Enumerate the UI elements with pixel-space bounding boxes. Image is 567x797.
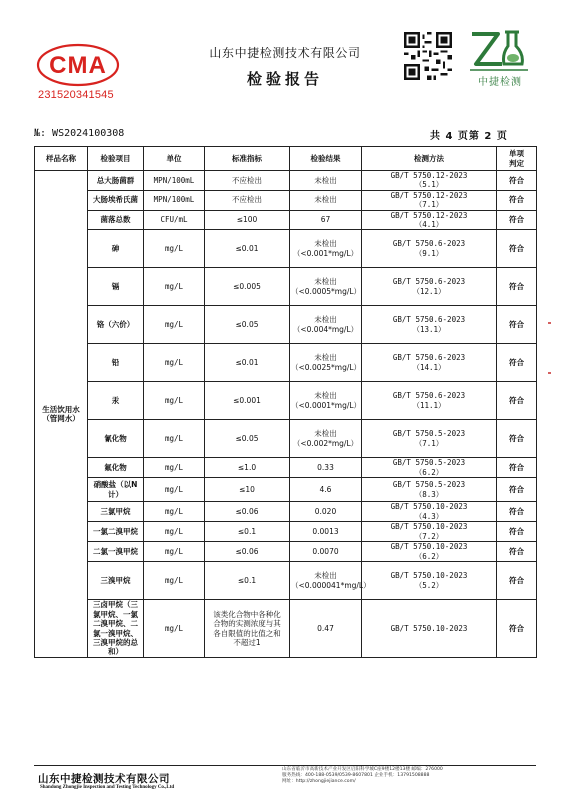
- method-cell: GB/T 5750.10-2023 （5.2）: [362, 562, 497, 600]
- test-item-cell: 菌落总数: [88, 210, 144, 230]
- unit-cell: mg/L: [144, 344, 205, 382]
- judgement-cell: 符合: [497, 230, 537, 268]
- footer-company-name: 山东中捷检测技术有限公司: [38, 773, 170, 785]
- standard-cell: ≤0.005: [205, 268, 290, 306]
- judgement-cell: 符合: [497, 502, 537, 522]
- header-method: 检测方法: [362, 147, 497, 171]
- unit-cell: MPN/100mL: [144, 190, 205, 210]
- standard-cell: ≤1.0: [205, 458, 290, 478]
- judgement-cell: 符合: [497, 268, 537, 306]
- header-sample-name: 样品名称: [35, 147, 88, 171]
- company-name: 山东中捷检测技术有限公司: [209, 46, 361, 60]
- result-cell: 未检出 （<0.004*mg/L）: [290, 306, 362, 344]
- result-cell: 0.33: [290, 458, 362, 478]
- standard-cell: ≤0.05: [205, 420, 290, 458]
- qr-code-icon: [404, 32, 452, 80]
- footer-phone: 服务热线：400-188-0539/0539-8607801 企业手机：13791508888: [282, 773, 430, 779]
- standard-cell: ≤0.01: [205, 344, 290, 382]
- test-item-cell: 三卤甲烷（三 氯甲烷、一氯 二溴甲烷、二 氯一溴甲烷、 三溴甲烷的总 和）: [88, 600, 144, 658]
- unit-cell: MPN/100mL: [144, 171, 205, 191]
- method-cell: GB/T 5750.10-2023: [362, 600, 497, 658]
- test-item-cell: 三溴甲烷: [88, 562, 144, 600]
- test-item-cell: 镉: [88, 268, 144, 306]
- result-cell: 未检出: [290, 171, 362, 191]
- result-cell: 未检出: [290, 190, 362, 210]
- table-row: [35, 230, 537, 268]
- standard-cell: 不应检出: [205, 190, 290, 210]
- table-row: [35, 382, 537, 420]
- test-item-cell: 砷: [88, 230, 144, 268]
- header-test-item: 检验项目: [88, 147, 144, 171]
- result-cell: 0.47: [290, 600, 362, 658]
- judgement-cell: 符合: [497, 420, 537, 458]
- table-row: [35, 502, 537, 522]
- unit-cell: mg/L: [144, 382, 205, 420]
- result-cell: 4.6: [290, 478, 362, 502]
- report-title: 检验报告: [246, 70, 323, 88]
- page-indicator: 共 4 页第 2 页: [430, 131, 508, 142]
- result-cell: 未检出 （<0.0001*mg/L）: [290, 382, 362, 420]
- unit-cell: mg/L: [144, 522, 205, 542]
- judgement-cell: 符合: [497, 171, 537, 191]
- result-cell: 67: [290, 210, 362, 230]
- judgement-cell: 符合: [497, 542, 537, 562]
- method-cell: GB/T 5750.10-2023 （4.3）: [362, 502, 497, 522]
- svg-text:CMA: CMA: [49, 52, 107, 79]
- result-cell: 0.020: [290, 502, 362, 522]
- footer-contact: [282, 767, 536, 786]
- result-cell: 未检出 （<0.000041*mg/L）: [290, 562, 362, 600]
- judgement-cell: 符合: [497, 458, 537, 478]
- judgement-cell: 符合: [497, 382, 537, 420]
- standard-cell: ≤0.001: [205, 382, 290, 420]
- result-cell: 未检出 （<0.001*mg/L）: [290, 230, 362, 268]
- table-row: [35, 420, 537, 458]
- result-cell: 未检出 （<0.0005*mg/L）: [290, 268, 362, 306]
- result-cell: 未检出 （<0.002*mg/L）: [290, 420, 362, 458]
- standard-cell: 该类化合物中各种化 合物的实测浓度与其 各自限值的比值之和 不超过1: [205, 600, 290, 658]
- test-item-cell: 铅: [88, 344, 144, 382]
- unit-cell: mg/L: [144, 600, 205, 658]
- method-cell: GB/T 5750.6-2023 （14.1）: [362, 344, 497, 382]
- test-item-cell: 铬（六价）: [88, 306, 144, 344]
- table-header-row: [35, 147, 537, 171]
- standard-cell: ≤100: [205, 210, 290, 230]
- method-cell: GB/T 5750.6-2023 （12.1）: [362, 268, 497, 306]
- test-item-cell: 大肠埃希氏菌: [88, 190, 144, 210]
- footer-divider: [34, 765, 536, 766]
- judgement-cell: 符合: [497, 306, 537, 344]
- company-logo-icon: [468, 24, 532, 74]
- table-row: [35, 268, 537, 306]
- judgement-cell: 符合: [497, 210, 537, 230]
- table-row: [35, 190, 537, 210]
- method-cell: GB/T 5750.12-2023 （7.1）: [362, 190, 497, 210]
- method-cell: GB/T 5750.12-2023 （5.1）: [362, 171, 497, 191]
- judgement-cell: 符合: [497, 600, 537, 658]
- judgement-cell: 符合: [497, 562, 537, 600]
- standard-cell: ≤0.06: [205, 542, 290, 562]
- method-cell: GB/T 5750.6-2023 （9.1）: [362, 230, 497, 268]
- table-row: [35, 478, 537, 502]
- test-item-cell: 一氯二溴甲烷: [88, 522, 144, 542]
- sample-name-cell: 生活饮用水 （管网水）: [35, 171, 88, 658]
- company-logo-text: 中捷检测: [478, 77, 522, 88]
- standard-cell: ≤0.1: [205, 562, 290, 600]
- unit-cell: mg/L: [144, 478, 205, 502]
- table-row: [35, 171, 537, 191]
- standard-cell: ≤0.05: [205, 306, 290, 344]
- header-unit: 单位: [144, 147, 205, 171]
- unit-cell: mg/L: [144, 268, 205, 306]
- method-cell: GB/T 5750.5-2023 （8.3）: [362, 478, 497, 502]
- standard-cell: ≤0.06: [205, 502, 290, 522]
- test-item-cell: 汞: [88, 382, 144, 420]
- test-item-cell: 总大肠菌群: [88, 171, 144, 191]
- standard-cell: ≤0.01: [205, 230, 290, 268]
- table-row: [35, 344, 537, 382]
- report-number: №: WS2024100308: [34, 128, 125, 139]
- test-item-cell: 氰化物: [88, 420, 144, 458]
- judgement-cell: 符合: [497, 522, 537, 542]
- unit-cell: mg/L: [144, 542, 205, 562]
- unit-cell: mg/L: [144, 562, 205, 600]
- judgement-cell: 符合: [497, 478, 537, 502]
- unit-cell: mg/L: [144, 306, 205, 344]
- footer-company-english: Shandong Zhongjie Inspection and Testing Technology Co.,Ltd: [40, 785, 175, 790]
- test-item-cell: 二氯一溴甲烷: [88, 542, 144, 562]
- unit-cell: mg/L: [144, 420, 205, 458]
- cma-logo: [36, 38, 120, 88]
- method-cell: GB/T 5750.5-2023 （7.1）: [362, 420, 497, 458]
- table-row: [35, 600, 537, 658]
- judgement-cell: 符合: [497, 344, 537, 382]
- edge-mark: [548, 372, 551, 374]
- table-row: [35, 522, 537, 542]
- judgement-cell: 符合: [497, 190, 537, 210]
- method-cell: GB/T 5750.10-2023 （6.2）: [362, 542, 497, 562]
- header-result: 检验结果: [290, 147, 362, 171]
- standard-cell: ≤0.1: [205, 522, 290, 542]
- result-cell: 未检出 （<0.0025*mg/L）: [290, 344, 362, 382]
- method-cell: GB/T 5750.12-2023 （4.1）: [362, 210, 497, 230]
- table-row: [35, 542, 537, 562]
- edge-mark: [548, 322, 551, 324]
- method-cell: GB/T 5750.6-2023 （11.1）: [362, 382, 497, 420]
- method-cell: GB/T 5750.5-2023 （6.2）: [362, 458, 497, 478]
- result-cell: 0.0013: [290, 522, 362, 542]
- unit-cell: CFU/mL: [144, 210, 205, 230]
- footer-website: 网址：http://zhongjiejiance.com/: [282, 779, 356, 785]
- method-cell: GB/T 5750.6-2023 （13.1）: [362, 306, 497, 344]
- standard-cell: 不应检出: [205, 171, 290, 191]
- unit-cell: mg/L: [144, 230, 205, 268]
- header-judgement: 单项 判定: [497, 147, 537, 171]
- standard-cell: ≤10: [205, 478, 290, 502]
- cma-code: 231520341545: [38, 89, 114, 101]
- unit-cell: mg/L: [144, 502, 205, 522]
- table-row: [35, 562, 537, 600]
- test-item-cell: 氟化物: [88, 458, 144, 478]
- result-cell: 0.0070: [290, 542, 362, 562]
- header-standard: 标准指标: [205, 147, 290, 171]
- unit-cell: mg/L: [144, 458, 205, 478]
- results-table: [34, 146, 537, 658]
- method-cell: GB/T 5750.10-2023 （7.2）: [362, 522, 497, 542]
- table-row: [35, 458, 537, 478]
- footer-address: 山东省临沂市高新技术产业开发区启阳科学城C座9楼12楼13楼 邮编：276000: [282, 767, 443, 772]
- test-item-cell: 三氯甲烷: [88, 502, 144, 522]
- table-row: [35, 306, 537, 344]
- test-item-cell: 硝酸盐（以N 计）: [88, 478, 144, 502]
- table-row: [35, 210, 537, 230]
